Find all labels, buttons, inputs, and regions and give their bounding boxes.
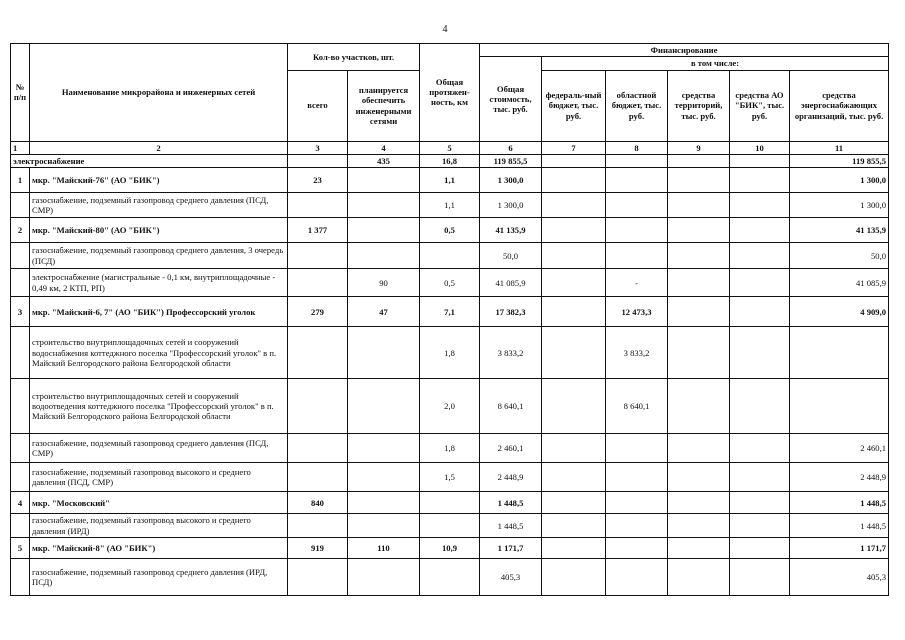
cell-territory xyxy=(668,538,730,559)
cell-territory xyxy=(668,243,730,269)
column-number: 11 xyxy=(790,141,889,154)
cell-length xyxy=(420,559,480,596)
header-plots: Кол-во участков, шт. xyxy=(288,44,420,71)
cell-territory xyxy=(668,463,730,492)
cell-energy: 41 135,9 xyxy=(790,218,889,243)
cell-cost: 119 855,5 xyxy=(480,154,542,167)
header-plots-planned: планируется обеспечить инженерными сетями xyxy=(348,70,420,141)
table-row-microdistrict xyxy=(11,538,889,559)
cell-bik xyxy=(730,492,790,514)
cell-planned xyxy=(348,463,420,492)
cell-territory xyxy=(668,193,730,218)
cell-length: 1,5 xyxy=(420,463,480,492)
cell-total xyxy=(288,559,348,596)
cell-territory xyxy=(668,218,730,243)
cell-planned: 435 xyxy=(348,154,420,167)
cell-federal xyxy=(542,327,606,379)
header-bik: средства АО "БИК", тыс. руб. xyxy=(730,70,790,141)
row-name-cell: строительство внутриплощадочных сетей и сооружений водоснабжения коттеджного поселка "Профессорский уголок" в п. Майский Белгородского района Белгородской области xyxy=(30,327,288,379)
header-financing: Финансирование xyxy=(480,44,889,57)
table-row xyxy=(11,193,889,218)
cell-federal xyxy=(542,434,606,463)
column-number: 1 xyxy=(11,141,30,154)
cell-bik xyxy=(730,463,790,492)
cell-energy: 2 448,9 xyxy=(790,463,889,492)
row-number-cell: 2 xyxy=(11,218,30,243)
cell-territory xyxy=(668,269,730,297)
row-number-cell xyxy=(11,559,30,596)
cell-energy: 405,3 xyxy=(790,559,889,596)
header-num: № п/п xyxy=(11,44,30,142)
cell-energy xyxy=(790,327,889,379)
row-name-cell: строительство внутриплощадочных сетей и сооружений водоотведения коттеджного поселка "Профессорский уголок" в п. Майский Белгородского района Белгородской области xyxy=(30,379,288,434)
cell-bik xyxy=(730,154,790,167)
row-number-cell xyxy=(11,243,30,269)
cell-energy: 2 460,1 xyxy=(790,434,889,463)
cell-energy: 1 448,5 xyxy=(790,514,889,538)
cell-bik xyxy=(730,538,790,559)
cell-regional: 8 640,1 xyxy=(606,379,668,434)
cell-federal xyxy=(542,463,606,492)
cell-regional xyxy=(606,243,668,269)
cell-energy: 50,0 xyxy=(790,243,889,269)
row-number-cell: 4 xyxy=(11,492,30,514)
row-name-cell: мкр. "Московский" xyxy=(30,492,288,514)
cell-cost: 405,3 xyxy=(480,559,542,596)
header-length: Общая протяжен-ность, км xyxy=(420,44,480,142)
header-plots-total: всего xyxy=(288,70,348,141)
header-name: Наименование микрорайона и инженерных сетей xyxy=(30,44,288,142)
cell-bik xyxy=(730,327,790,379)
cell-cost: 1 300,0 xyxy=(480,168,542,193)
cell-regional xyxy=(606,434,668,463)
cell-federal xyxy=(542,559,606,596)
cell-bik xyxy=(730,559,790,596)
row-number-cell xyxy=(11,514,30,538)
cell-cost: 1 448,5 xyxy=(480,492,542,514)
cell-territory xyxy=(668,327,730,379)
table-row xyxy=(11,514,889,538)
financing-table xyxy=(10,43,889,596)
cell-energy xyxy=(790,379,889,434)
cell-energy: 1 448,5 xyxy=(790,492,889,514)
row-name-cell: газоснабжение, подземный газопровод среднего давления (ИРД, ПСД) xyxy=(30,559,288,596)
cell-planned xyxy=(348,559,420,596)
cell-regional: 3 833,2 xyxy=(606,327,668,379)
column-number: 7 xyxy=(542,141,606,154)
cell-territory xyxy=(668,559,730,596)
row-name-cell: электроснабжение xyxy=(11,154,288,167)
row-number-cell: 3 xyxy=(11,297,30,327)
cell-cost: 1 448,5 xyxy=(480,514,542,538)
row-number-cell xyxy=(11,193,30,218)
cell-regional xyxy=(606,463,668,492)
cell-cost: 41 085,9 xyxy=(480,269,542,297)
column-number: 3 xyxy=(288,141,348,154)
table-row-microdistrict xyxy=(11,168,889,193)
cell-bik xyxy=(730,434,790,463)
cell-planned xyxy=(348,193,420,218)
cell-regional xyxy=(606,492,668,514)
cell-regional xyxy=(606,514,668,538)
cell-length xyxy=(420,492,480,514)
cell-federal xyxy=(542,538,606,559)
cell-length: 16,8 xyxy=(420,154,480,167)
table-row xyxy=(11,327,889,379)
cell-territory xyxy=(668,434,730,463)
cell-planned: 90 xyxy=(348,269,420,297)
cell-federal xyxy=(542,297,606,327)
row-name-cell: газоснабжение, подземный газопровод высокого и среднего давления (ПСД, СМР) xyxy=(30,463,288,492)
row-number-cell xyxy=(11,379,30,434)
cell-energy: 1 171,7 xyxy=(790,538,889,559)
page-number: 4 xyxy=(442,24,448,35)
cell-length: 1,8 xyxy=(420,434,480,463)
cell-federal xyxy=(542,492,606,514)
cell-cost: 41 135,9 xyxy=(480,218,542,243)
column-number-row xyxy=(11,141,889,154)
header-including: в том числе: xyxy=(542,57,889,70)
cell-cost: 2 460,1 xyxy=(480,434,542,463)
cell-bik xyxy=(730,243,790,269)
cell-planned xyxy=(348,514,420,538)
column-number: 10 xyxy=(730,141,790,154)
cell-total: 840 xyxy=(288,492,348,514)
cell-length xyxy=(420,243,480,269)
cell-regional xyxy=(606,168,668,193)
cell-bik xyxy=(730,379,790,434)
row-number-cell: 5 xyxy=(11,538,30,559)
cell-total: 919 xyxy=(288,538,348,559)
header-energy: средства энергоснабжающих организаций, тыс. руб. xyxy=(790,70,889,141)
cell-federal xyxy=(542,514,606,538)
cell-length: 2,0 xyxy=(420,379,480,434)
cell-planned xyxy=(348,492,420,514)
cell-territory xyxy=(668,514,730,538)
cell-federal xyxy=(542,379,606,434)
table-row xyxy=(11,434,889,463)
row-name-cell: мкр. "Майский-80" (АО "БИК") xyxy=(30,218,288,243)
cell-total: 1 377 xyxy=(288,218,348,243)
cell-total: 279 xyxy=(288,297,348,327)
cell-planned xyxy=(348,434,420,463)
cell-cost: 1 300,0 xyxy=(480,193,542,218)
cell-energy: 1 300,0 xyxy=(790,168,889,193)
cell-federal xyxy=(542,218,606,243)
row-number-cell: 1 xyxy=(11,168,30,193)
cell-federal xyxy=(542,154,606,167)
row-name-cell: газоснабжение, подземный газопровод среднего давления (ПСД, СМР) xyxy=(30,434,288,463)
cell-total xyxy=(288,269,348,297)
cell-cost: 3 833,2 xyxy=(480,327,542,379)
cell-total xyxy=(288,154,348,167)
table-row-microdistrict xyxy=(11,154,889,167)
cell-length: 1,8 xyxy=(420,327,480,379)
cell-territory xyxy=(668,492,730,514)
cell-planned: 47 xyxy=(348,297,420,327)
cell-energy: 4 909,0 xyxy=(790,297,889,327)
column-number: 2 xyxy=(30,141,288,154)
header-total-cost: Общая стоимость, тыс. руб. xyxy=(480,57,542,141)
cell-bik xyxy=(730,297,790,327)
cell-length: 0,5 xyxy=(420,269,480,297)
cell-total xyxy=(288,514,348,538)
column-number: 4 xyxy=(348,141,420,154)
cell-bik xyxy=(730,168,790,193)
cell-planned xyxy=(348,243,420,269)
row-name-cell: газоснабжение, подземный газопровод среднего давления, 3 очередь (ПСД) xyxy=(30,243,288,269)
cell-planned xyxy=(348,379,420,434)
cell-territory xyxy=(668,154,730,167)
cell-territory xyxy=(668,168,730,193)
cell-cost: 50,0 xyxy=(480,243,542,269)
cell-regional: 12 473,3 xyxy=(606,297,668,327)
header-regional: областной бюджет, тыс. руб. xyxy=(606,70,668,141)
cell-total xyxy=(288,327,348,379)
cell-bik xyxy=(730,514,790,538)
cell-territory xyxy=(668,379,730,434)
row-name-cell: газоснабжение, подземный газопровод высокого и среднего давления (ИРД) xyxy=(30,514,288,538)
cell-federal xyxy=(542,269,606,297)
cell-bik xyxy=(730,193,790,218)
row-name-cell: газоснабжение, подземный газопровод среднего давления (ПСД, СМР) xyxy=(30,193,288,218)
cell-energy: 119 855,5 xyxy=(790,154,889,167)
table-row xyxy=(11,243,889,269)
cell-length: 7,1 xyxy=(420,297,480,327)
table-row xyxy=(11,379,889,434)
row-name-cell: мкр. "Майский-8" (АО "БИК") xyxy=(30,538,288,559)
row-number-cell xyxy=(11,434,30,463)
cell-cost: 1 171,7 xyxy=(480,538,542,559)
table-row xyxy=(11,463,889,492)
cell-length: 10,9 xyxy=(420,538,480,559)
table-row xyxy=(11,269,889,297)
table-row-microdistrict xyxy=(11,297,889,327)
header-territory: средства территорий, тыс. руб. xyxy=(668,70,730,141)
cell-territory xyxy=(668,297,730,327)
cell-federal xyxy=(542,243,606,269)
cell-bik xyxy=(730,269,790,297)
cell-planned xyxy=(348,168,420,193)
row-name-cell: мкр. "Майский-6, 7" (АО "БИК") Профессорский уголок xyxy=(30,297,288,327)
cell-total: 23 xyxy=(288,168,348,193)
column-number: 5 xyxy=(420,141,480,154)
cell-regional xyxy=(606,538,668,559)
row-number-cell xyxy=(11,463,30,492)
cell-length: 1,1 xyxy=(420,193,480,218)
cell-energy: 41 085,9 xyxy=(790,269,889,297)
row-name-cell: электроснабжение (магистральные - 0,1 км, внутриплощадочные - 0,49 км, 2 КТП, РП) xyxy=(30,269,288,297)
table-row-microdistrict xyxy=(11,492,889,514)
cell-total xyxy=(288,463,348,492)
cell-total xyxy=(288,379,348,434)
cell-federal xyxy=(542,168,606,193)
cell-length: 1,1 xyxy=(420,168,480,193)
cell-regional xyxy=(606,218,668,243)
cell-regional: - xyxy=(606,269,668,297)
cell-planned: 110 xyxy=(348,538,420,559)
row-number-cell xyxy=(11,327,30,379)
cell-length: 0,5 xyxy=(420,218,480,243)
header-federal: федераль-ный бюджет, тыс. руб. xyxy=(542,70,606,141)
cell-regional xyxy=(606,559,668,596)
cell-total xyxy=(288,434,348,463)
cell-total xyxy=(288,193,348,218)
cell-length xyxy=(420,514,480,538)
column-number: 9 xyxy=(668,141,730,154)
cell-regional xyxy=(606,154,668,167)
cell-planned xyxy=(348,327,420,379)
cell-cost: 2 448,9 xyxy=(480,463,542,492)
table-row-microdistrict xyxy=(11,218,889,243)
cell-planned xyxy=(348,218,420,243)
row-number-cell xyxy=(11,269,30,297)
cell-energy: 1 300,0 xyxy=(790,193,889,218)
row-name-cell: мкр. "Майский-76" (АО "БИК") xyxy=(30,168,288,193)
table-body xyxy=(11,154,889,595)
column-number: 8 xyxy=(606,141,668,154)
cell-bik xyxy=(730,218,790,243)
cell-cost: 17 382,3 xyxy=(480,297,542,327)
table-row xyxy=(11,559,889,596)
cell-cost: 8 640,1 xyxy=(480,379,542,434)
cell-total xyxy=(288,243,348,269)
column-number: 6 xyxy=(480,141,542,154)
cell-regional xyxy=(606,193,668,218)
cell-federal xyxy=(542,193,606,218)
